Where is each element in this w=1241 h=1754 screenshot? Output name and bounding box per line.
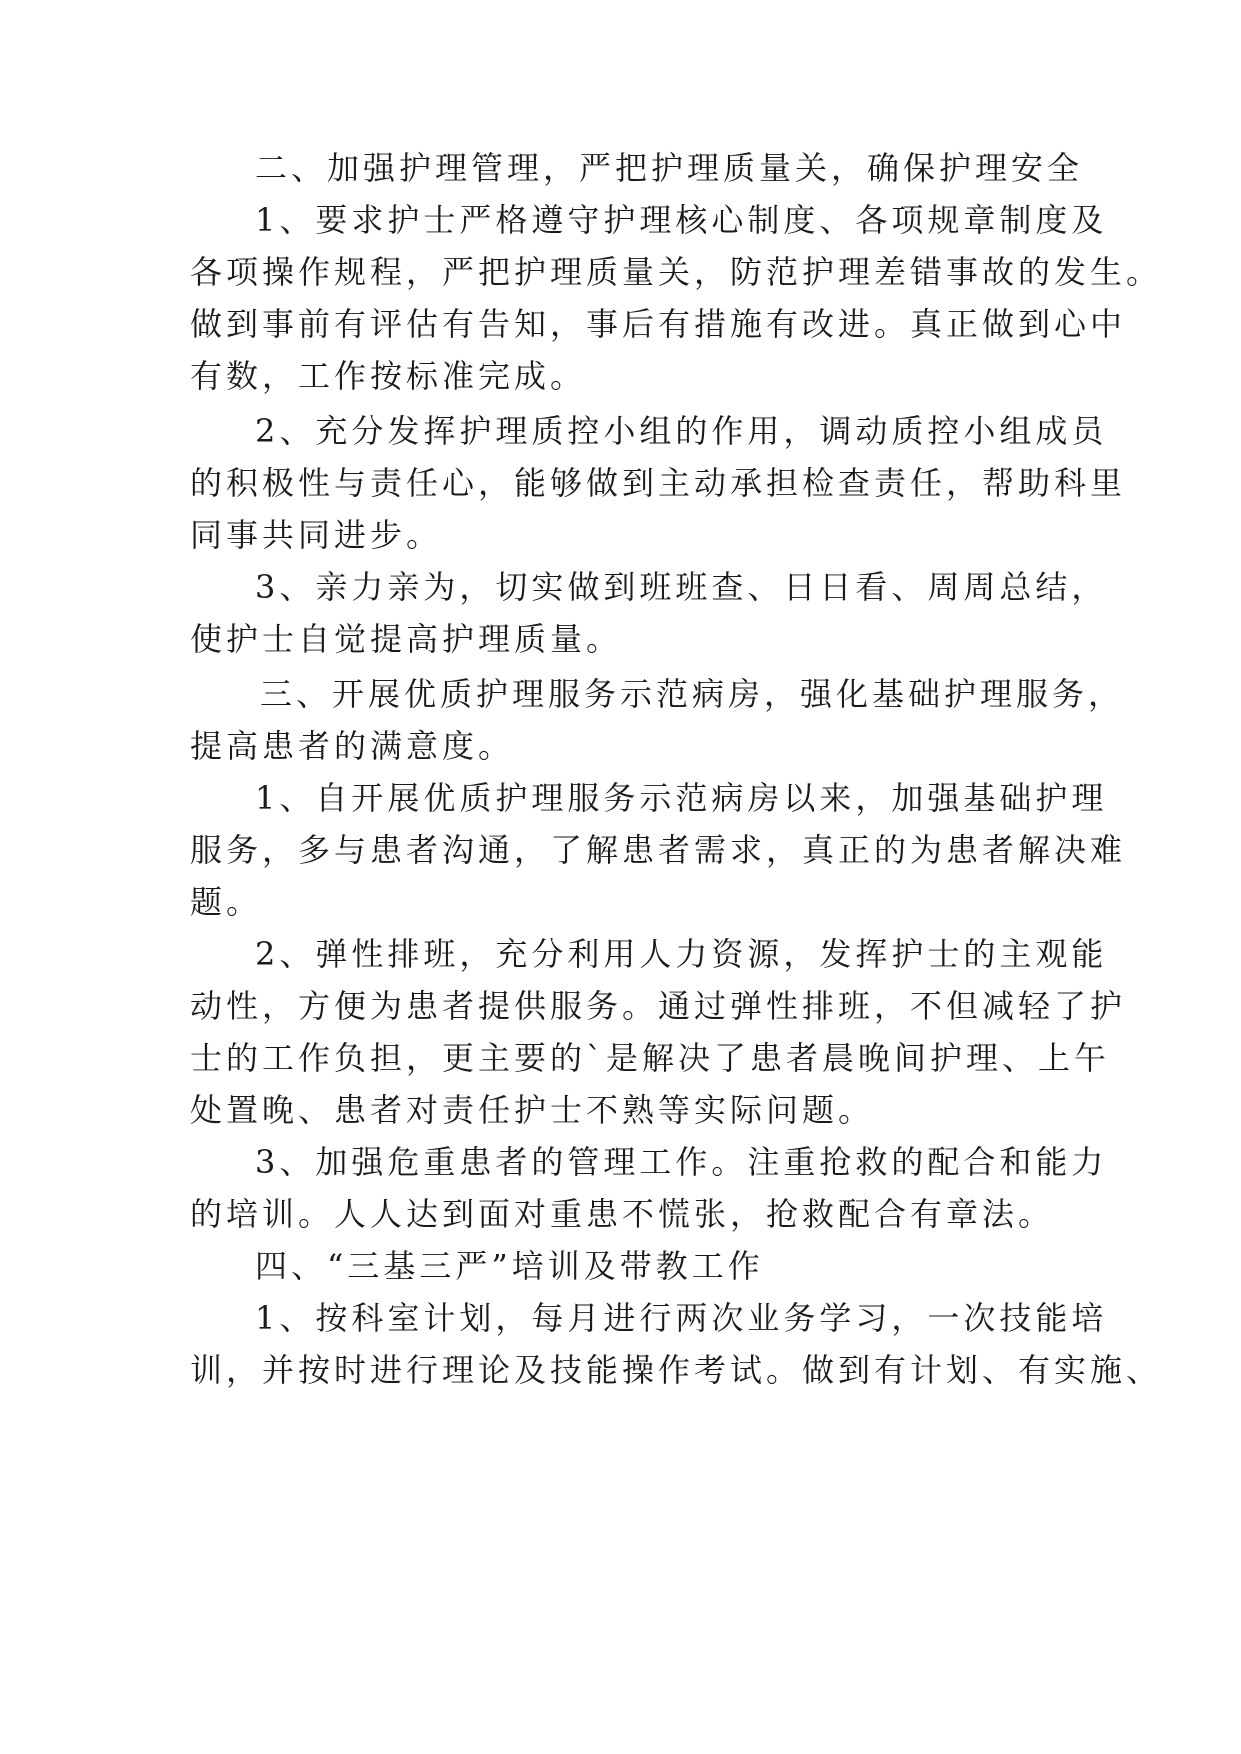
section-heading-3: 三、开展优质护理服务示范病房，强化基础护理服务， xyxy=(260,675,1125,713)
paragraph-line: 处置晚、患者对责任护士不熟等实际问题。 xyxy=(190,1091,875,1129)
paragraph-line: 做到事前有评估有告知，事后有措施有改进。真正做到心中 xyxy=(190,305,1127,343)
paragraph-line: 使护士自觉提高护理质量。 xyxy=(190,620,623,658)
section-heading-2: 二、加强护理管理，严把护理质量关，确保护理安全 xyxy=(255,149,1084,187)
section-heading-4: 四、“三基三严”培训及带教工作 xyxy=(255,1247,764,1285)
paragraph-line: 各项操作规程，严把护理质量关，防范护理差错事故的发生。 xyxy=(190,253,1163,291)
paragraph-line: 动性，方便为患者提供服务。通过弹性排班，不但减轻了护 xyxy=(190,987,1127,1025)
paragraph-line: 训，并按时进行理论及技能操作考试。做到有计划、有实施、 xyxy=(190,1351,1163,1389)
paragraph-line: 服务，多与患者沟通，了解患者需求，真正的为患者解决难 xyxy=(190,831,1127,869)
paragraph-line: 1、按科室计划，每月进行两次业务学习，一次技能培 xyxy=(255,1299,1108,1337)
paragraph-line: 士的工作负担，更主要的`是解决了患者晨晚间护理、上午 xyxy=(190,1039,1111,1077)
paragraph-line: 2、弹性排班，充分利用人力资源，发挥护士的主观能 xyxy=(255,935,1108,973)
paragraph-line: 有数，工作按标准完成。 xyxy=(190,357,587,395)
paragraph-line: 1、要求护士严格遵守护理核心制度、各项规章制度及 xyxy=(255,201,1108,239)
paragraph-line: 的培训。人人达到面对重患不慌张，抢救配合有章法。 xyxy=(190,1195,1055,1233)
section-heading-3-cont: 提高患者的满意度。 xyxy=(190,727,515,765)
paragraph-line: 的积极性与责任心，能够做到主动承担检查责任，帮助科里 xyxy=(190,464,1127,502)
paragraph-line: 题。 xyxy=(190,883,263,921)
paragraph-line: 1、自开展优质护理服务示范病房以来，加强基础护理 xyxy=(255,779,1108,817)
paragraph-line: 3、亲力亲为，切实做到班班查、日日看、周周总结， xyxy=(255,568,1108,606)
paragraph-line: 同事共同进步。 xyxy=(190,516,443,554)
paragraph-line: 3、加强危重患者的管理工作。注重抢救的配合和能力 xyxy=(255,1143,1108,1181)
paragraph-line: 2、充分发挥护理质控小组的作用，调动质控小组成员 xyxy=(255,412,1108,450)
